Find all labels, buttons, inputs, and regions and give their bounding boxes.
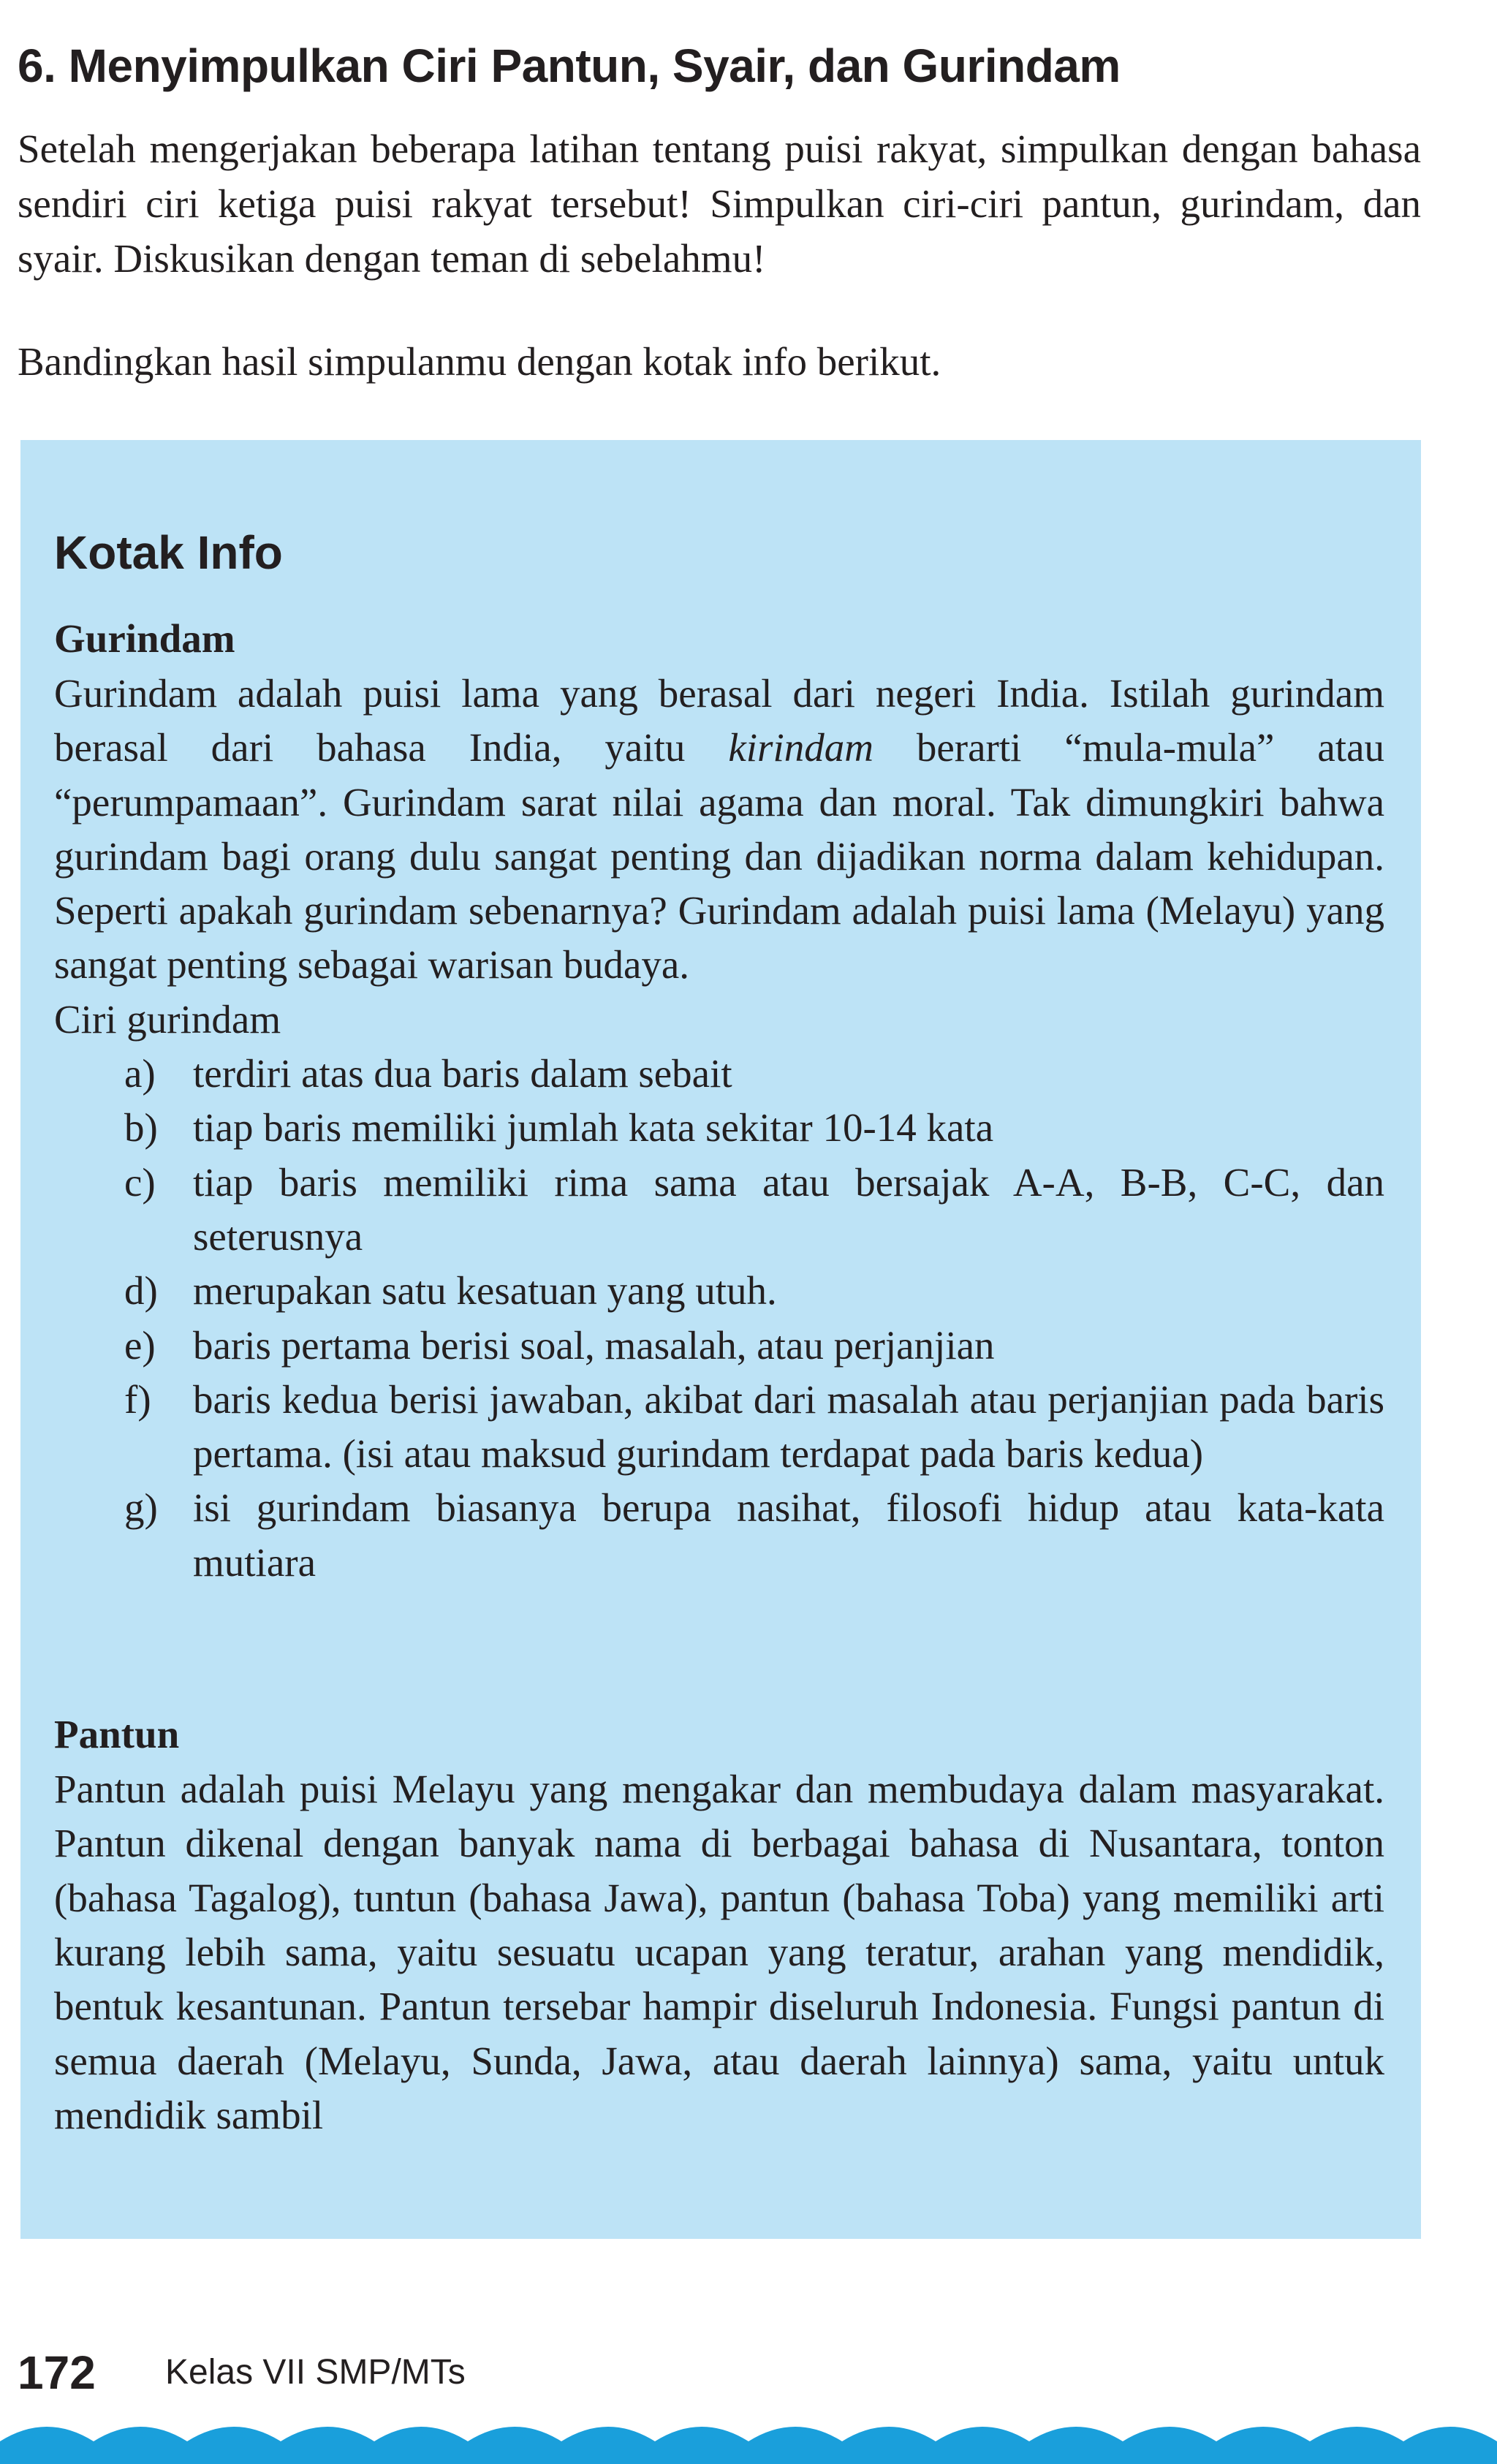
gurindam-section bbox=[54, 611, 1384, 1590]
wave-shape bbox=[0, 2427, 1497, 2464]
pantun-paragraph: Pantun adalah puisi Melayu yang mengakar dan membudaya dalam masyarakat. Pantun dikenal dengan banyak nama di berbagai bahasa di Nusantara, tonton (bahasa Tagalog), tuntun (bahasa Jawa), pantun (bahasa Toba) yang memiliki arti kurang lebih sama, yaitu sesuatu ucapan yang teratur, arahan yang mendidik, bentuk kesantunan. Pantun tersebar hampir diseluruh Indonesia. Fungsi pantun di semua daerah (Melayu, Sunda, Jawa, atau daerah lainnya) sama, yaitu untuk mendidik sambil bbox=[54, 1767, 1384, 2137]
list-marker: c) bbox=[124, 1159, 156, 1205]
list-item bbox=[54, 1264, 1384, 1318]
section-title: 6. Menyimpulkan Ciri Pantun, Syair, dan Gurindam bbox=[18, 39, 1121, 92]
pantun-heading: Pantun bbox=[54, 1712, 180, 1757]
list-item bbox=[54, 1156, 1384, 1265]
info-box-content bbox=[54, 523, 1384, 2142]
gurindam-text-part-2: berarti “mula-mula” atau “perumpamaan”. Gurindam sarat nilai agama dan moral. Tak dimungkiri bahwa gurindam bagi orang dulu sangat penting dan dijadikan norma dalam kehidupan. Seperti apakah gurindam sebenarnya? Gurindam adalah puisi lama (Melayu) yang sangat penting sebagai warisan budaya. bbox=[54, 725, 1384, 988]
list-marker: f) bbox=[124, 1376, 151, 1422]
decorative-wave-band bbox=[0, 2419, 1497, 2464]
pantun-section bbox=[54, 1707, 1384, 2142]
gurindam-text-part-1: Gurindam adalah puisi lama yang berasal dari negeri India. Istilah gurindam berasal dari bahasa India, yaitu bbox=[54, 671, 1384, 770]
gurindam-term: kirindam bbox=[728, 725, 873, 770]
list-marker: g) bbox=[124, 1485, 158, 1531]
info-box bbox=[20, 440, 1421, 2239]
list-item bbox=[54, 1047, 1384, 1101]
list-marker: a) bbox=[124, 1051, 156, 1096]
list-item bbox=[54, 1373, 1384, 1482]
list-item-text: terdiri atas dua baris dalam sebait bbox=[193, 1051, 732, 1096]
list-item-text: tiap baris memiliki jumlah kata sekitar 10-14 kata bbox=[193, 1105, 994, 1151]
list-item bbox=[54, 1319, 1384, 1373]
list-item-text: tiap baris memiliki rima sama atau bersajak A-A, B-B, C-C, dan seterusnya bbox=[193, 1159, 1384, 1259]
book-title: Kelas VII SMP/MTs bbox=[165, 2353, 466, 2392]
compare-instruction: Bandingkan hasil simpulanmu dengan kotak info berikut. bbox=[18, 339, 941, 384]
list-marker: e) bbox=[124, 1322, 156, 1368]
page-number: 172 bbox=[18, 2346, 96, 2399]
list-marker: d) bbox=[124, 1268, 158, 1313]
list-item-text: isi gurindam biasanya berupa nasihat, filosofi hidup atau kata-kata mutiara bbox=[193, 1485, 1384, 1585]
gurindam-paragraph bbox=[54, 667, 1384, 993]
list-item-text: baris kedua berisi jawaban, akibat dari masalah atau perjanjian pada baris pertama. (isi atau maksud gurindam terdapat pada baris kedua) bbox=[193, 1376, 1384, 1476]
info-box-title: Kotak Info bbox=[54, 526, 283, 579]
gurindam-heading: Gurindam bbox=[54, 616, 235, 661]
list-item-text: merupakan satu kesatuan yang utuh. bbox=[193, 1268, 777, 1313]
ciri-gurindam-label: Ciri gurindam bbox=[54, 996, 281, 1042]
list-item-text: baris pertama berisi soal, masalah, atau perjanjian bbox=[193, 1322, 995, 1368]
list-item bbox=[54, 1481, 1384, 1590]
intro-paragraph: Setelah mengerjakan beberapa latihan tentang puisi rakyat, simpulkan dengan bahasa sendiri ciri ketiga puisi rakyat tersebut! Simpulkan ciri-ciri pantun, gurindam, dan syair. Diskusikan dengan teman di sebelahmu! bbox=[18, 126, 1421, 281]
list-item bbox=[54, 1101, 1384, 1155]
ciri-gurindam-list bbox=[54, 1047, 1384, 1590]
list-marker: b) bbox=[124, 1105, 158, 1151]
